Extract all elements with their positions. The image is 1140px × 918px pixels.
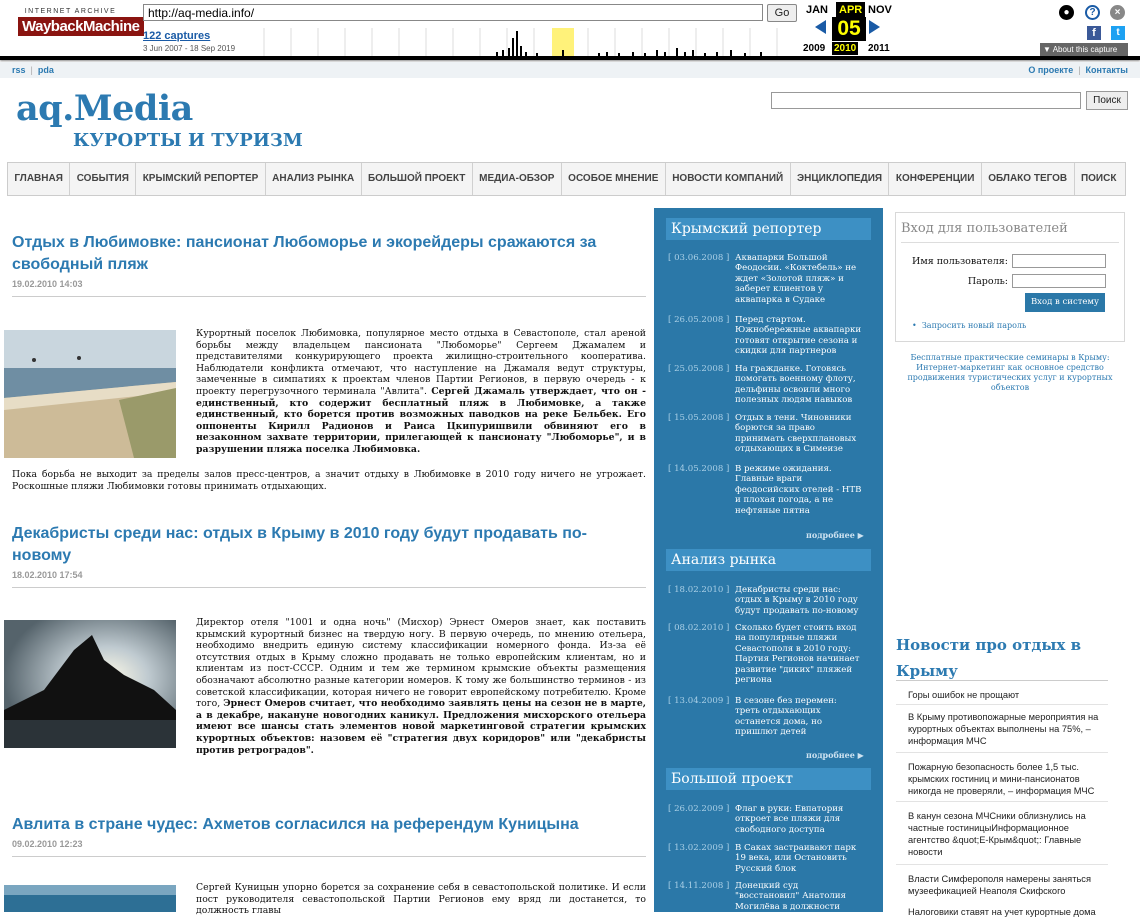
separator: | (1078, 65, 1081, 75)
section-item-link[interactable]: В сезоне без перемен: треть отдыхающих останется дома, но пришлют детей (735, 696, 837, 738)
section-item-link[interactable]: В Саках застраивают парк 19 века, или Остановить Русский блок (735, 843, 857, 874)
article-title[interactable]: Декабристы среди нас: отдых в Крыму в 2010 году будут продавать по-новому (12, 525, 587, 564)
section-item-link[interactable]: Декабристы среди нас: отдых в Крыму в 2010 году будут продавать по-новому (735, 585, 859, 616)
close-icon[interactable]: × (1110, 5, 1125, 20)
year-current: 2010 (834, 43, 857, 54)
wayback-url-input[interactable]: http://aq-media.info/ (143, 4, 763, 21)
nav-item-crimean-reporter[interactable]: КРЫМСКИЙ РЕПОРТЕР (136, 163, 265, 195)
wayback-go-button[interactable]: Go (767, 4, 797, 22)
section-item-date: [ 14.05.2008 ] (668, 464, 730, 474)
about-capture-button[interactable]: ▼ About this capture (1040, 43, 1128, 56)
article-lead: Сергей Куницын упорно борется за сохранение себя в севастопольской политике. И если пост руководителя севастопольской Партии Регионов ему вряд ли достанется, то должность главы (196, 882, 646, 917)
login-title: Вход для пользователей (901, 221, 1068, 236)
section-item-link[interactable]: Перед стартом. Южнобережные аквапарки готовят открытие сезона и скидки для партнеров (735, 315, 862, 357)
article-title[interactable]: Отдых в Любимовке: пансионат Любоморье и экорейдеры сражаются за свободный пляж (12, 234, 597, 273)
article-image-sunset[interactable] (4, 620, 176, 748)
divider (896, 864, 1108, 865)
section-item-date: [ 15.05.2008 ] (668, 413, 730, 423)
article-title[interactable]: Авлита в стране чудес: Ахметов согласился на референдум Куницына (12, 816, 579, 833)
nav-item-media-review[interactable]: МЕДИА-ОБЗОР (473, 163, 562, 195)
captures-sparkline[interactable] (240, 28, 800, 56)
help-icon[interactable]: ? (1085, 5, 1100, 20)
section-item-date: [ 08.02.2010 ] (668, 623, 730, 633)
section-item-link[interactable]: На гражданке. Готовясь помогать военному флоту, дельфины освоили много полезных людям навыков (735, 364, 856, 406)
section-item-date: [ 13.04.2009 ] (668, 696, 730, 706)
username-label: Имя пользователя: (912, 256, 1008, 267)
article (12, 523, 646, 588)
divider (896, 752, 1108, 753)
rss-link[interactable]: rss (12, 65, 26, 75)
section-item-date: [ 26.02.2009 ] (668, 804, 730, 814)
article-date: 09.02.2010 12:23 (12, 839, 646, 857)
about-link[interactable]: О проекте (1028, 65, 1074, 75)
section-item-link[interactable]: Отдых в тени. Чиновники борются за право принимать сверхплановых отдыхающих в Симеизе (735, 413, 857, 455)
facebook-icon[interactable]: f (1087, 26, 1101, 40)
news-item[interactable]: Власти Симферополя намерены заняться музеефикацией Неаполя Скифского (908, 874, 1091, 896)
prev-capture-arrow-icon[interactable] (815, 20, 826, 34)
news-item[interactable]: Горы ошибок не прощают (908, 690, 1020, 700)
article-date: 18.02.2010 17:54 (12, 570, 646, 588)
divider (896, 704, 1108, 705)
nav-item-tag-cloud[interactable]: ОБЛАКО ТЕГОВ (982, 163, 1075, 195)
nav-item-special-opinion[interactable]: ОСОБОЕ МНЕНИЕ (562, 163, 666, 195)
section-item-date: [ 18.02.2010 ] (668, 585, 730, 595)
separator: | (30, 65, 33, 75)
site-logo[interactable]: aq.Media (16, 88, 193, 129)
search-button[interactable]: Поиск (1086, 91, 1128, 110)
section-item-date: [ 03.06.2008 ] (668, 253, 730, 263)
forgot-password-link[interactable]: • Запросить новый пароль (912, 321, 1027, 330)
main-nav (7, 162, 1126, 196)
news-title: Новости про отдых в Крыму (896, 636, 1081, 680)
next-capture-arrow-icon[interactable] (869, 20, 880, 34)
section-item-link[interactable]: Донецкий суд "восстановил" Анатолия Могилёва в должности (735, 881, 846, 912)
article-bold-text: Эрнест Омеров считает, что необходимо заявлять цены на сезон не в марте, а в декабре, накануне новогодних каникул. Предложения мисхорского отельера имеют все шансы стать элементов новой маркетинговой стратегии крымских курортных объектов: назовем её "стратегия двух коридоров" или "декабристы против ретроградов". (196, 698, 646, 756)
nav-item-conferences[interactable]: КОНФЕРЕНЦИИ (889, 163, 981, 195)
article-text: Курортный поселок Любимовка, популярное место отдыха в Севастополе, стал ареной борьбы между владельцем пансионата "Любоморье" Сергеем Джамалем и представителями конкурирующего проекта жилищно-строительного кооператива. Наблюдатели конфликта отмечают, что наступление на Джамаля ведут структуры, замеченные в симпатиях к проектам членов Партии Регионов, в первую очередь - к проекту перегрузочного терминала "Авлита". (196, 328, 646, 397)
nav-item-home[interactable]: ГЛАВНАЯ (8, 163, 70, 195)
article-bold-text: Сергей Джамаль утверждает, что он - единственный, кто содержит бесплатный пляж в Любимовке, а также единственный, кто борется против возможных паводков на реке Бельбек. Его оппоненты Кирилл Радионов и Раиса Цкипуришвили обвиняют его в незаконном захвате территории, прилегающей к пансионату "Любоморье", и в разрушении пляжа поселка Любимовка. (196, 385, 646, 455)
twitter-icon[interactable]: t (1111, 26, 1125, 40)
day-current: 05 (832, 17, 866, 41)
more-link[interactable]: подробнее ▶ (806, 530, 864, 540)
month-current: APR (836, 2, 865, 18)
divider (901, 242, 1119, 243)
year-prev[interactable]: 2009 (803, 43, 826, 54)
month-prev[interactable]: JAN (806, 4, 829, 16)
news-item[interactable]: В Крыму противопожарные мероприятия на курортных объектах выполнены на 75%, – информация МЧС (908, 712, 1099, 746)
captures-link[interactable]: 122 captures (143, 30, 211, 42)
section-item-link[interactable]: В режиме ожидания. Главные враги феодосийских отелей - НТВ и плохая погода, а не нефтяные пятна (735, 464, 862, 516)
wayback-machine-label: WaybackMachine (18, 17, 144, 36)
nav-item-company-news[interactable]: НОВОСТИ КОМПАНИЙ (666, 163, 791, 195)
news-item[interactable]: Пожарную безопасность более 1,5 тыс. крымских гостиниц и мини-пансионатов никогда не проверяли, – информация МЧС (908, 762, 1095, 796)
article-date: 19.02.2010 14:03 (12, 279, 646, 297)
news-item[interactable]: Налоговики ставят на учет курортные дома (908, 907, 1096, 917)
nav-item-events[interactable]: СОБЫТИЯ (70, 163, 136, 195)
year-next[interactable]: 2011 (868, 43, 890, 54)
contacts-link[interactable]: Контакты (1085, 65, 1128, 75)
section-item-link[interactable]: Флаг в руки: Евпатория откроет все пляжи для свободного доступа (735, 804, 844, 835)
login-button[interactable]: Вход в систему (1025, 293, 1105, 312)
divider (896, 801, 1108, 802)
divider (896, 680, 1108, 681)
search-input[interactable] (771, 92, 1081, 109)
internet-archive-label: INTERNET ARCHIVE (24, 8, 117, 15)
section-title[interactable]: Большой проект (666, 768, 871, 790)
article (12, 814, 646, 857)
pda-link[interactable]: pda (37, 65, 54, 75)
wayback-toolbar (0, 0, 1140, 60)
password-label: Пароль: (967, 276, 1008, 287)
user-icon[interactable]: ● (1059, 5, 1074, 20)
more-link[interactable]: подробнее ▶ (806, 750, 864, 760)
article-lead (196, 617, 646, 756)
article-image-beach[interactable] (4, 330, 176, 458)
wayback-logo[interactable] (18, 8, 140, 36)
password-field[interactable] (1012, 274, 1106, 288)
article-image-port[interactable] (4, 885, 176, 912)
nav-item-market-analysis[interactable]: АНАЛИЗ РЫНКА (266, 163, 362, 195)
section-item-date: [ 25.05.2008 ] (668, 364, 730, 374)
section-title[interactable]: Анализ рынка (666, 549, 871, 571)
article-tail: Пока борьба не выходит за пределы залов пресс-центров, а значит отдыху в Любимовке в 2010 году ничего не угрожает. Роскошные пляжи Любимовки готовы принимать отдыхающих. (12, 469, 646, 492)
article-text: Директор отеля "1001 и одна ночь" (Мисхор) Эрнест Омеров знает, как поставить крымский курортный бизнес на твердую ногу. В первую очередь, по мнению отельера, необходимо внедрить единую систему классификации номерного фонда. Из-за её отсутствия отдых в Крыму сложно продавать не только европейским клиентам, но и клиентам из пост-СССР. Одним и тем же термином крымские объекты размещения обозначают абсолютно разные категории номеров. К тому же большинство терминов - из советской классификации, которая ничего не говорит европейскому потребителю. Кроме того, (196, 617, 646, 710)
site-subtitle: КУРОРТЫ И ТУРИЗМ (73, 130, 303, 151)
username-field[interactable] (1012, 254, 1106, 268)
section-item-link[interactable]: Сколько будет стоить вход на популярные пляжи Севастополя в 2010 году: Партия Регионов начинает развитие "диких" пляжей региона (735, 623, 860, 686)
section-title[interactable]: Крымский репортер (666, 218, 871, 240)
article (12, 232, 646, 297)
nav-item-search[interactable]: ПОИСК (1080, 173, 1117, 184)
month-next[interactable]: NOV (868, 4, 892, 16)
article-lead (196, 328, 646, 456)
section-item-link[interactable]: Аквапарки Большой Феодосии. «Коктебель» не ждет «Золотой пляж» и заберет клиентов у аквапарка в Судаке (735, 253, 857, 305)
captures-range: 3 Jun 2007 - 18 Sep 2019 (143, 44, 236, 53)
top-links-bar (0, 62, 1140, 78)
news-item[interactable]: В канун сезона МЧСники облизнулись на частные гостиницыИнформационное агентство &quot;Е-Крым&quot;: Главные новости (908, 811, 1086, 857)
section-item-date: [ 13.02.2009 ] (668, 843, 730, 853)
nav-item-encyclopedia[interactable]: ЭНЦИКЛОПЕДИЯ (791, 163, 890, 195)
seminar-banner[interactable]: Бесплатные практические семинары в Крыму: Интернет-маркетинг как основное средство продвижения туристических услуг и курортных объектов (907, 353, 1113, 392)
section-item-date: [ 14.11.2008 ] (668, 881, 730, 891)
forgot-password-label: Запросить новый пароль (921, 321, 1027, 330)
nav-item-big-project[interactable]: БОЛЬШОЙ ПРОЕКТ (362, 163, 473, 195)
section-item-date: [ 26.05.2008 ] (668, 315, 730, 325)
